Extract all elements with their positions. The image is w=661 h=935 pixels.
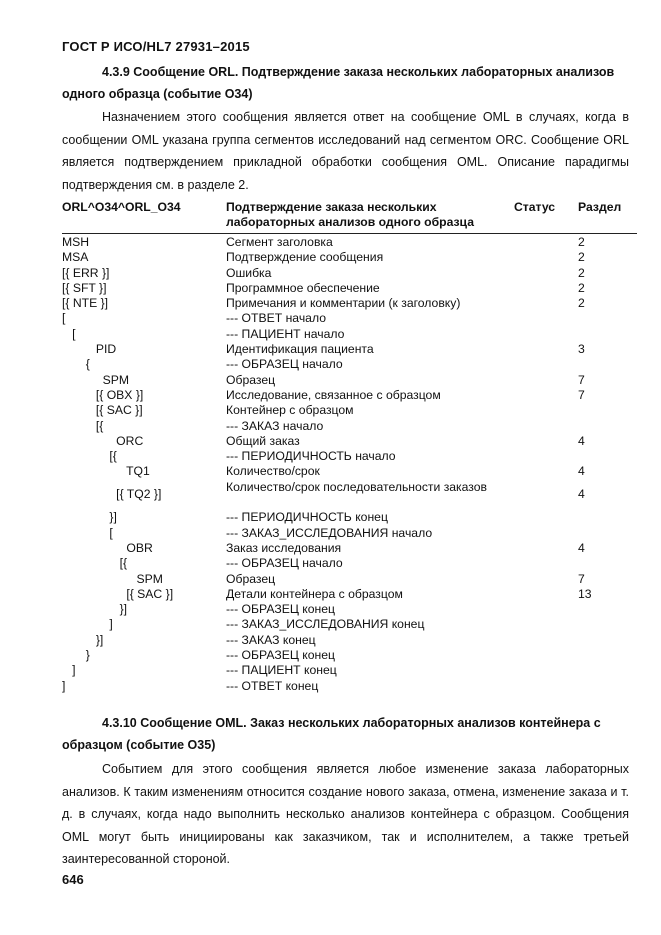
table-row: [62, 403, 637, 418]
table-row: [62, 342, 637, 357]
segment-cell: }]: [62, 602, 128, 617]
table-row: [62, 266, 637, 281]
table-body: [62, 234, 637, 694]
table-row: [62, 434, 637, 449]
table-row: [62, 449, 637, 464]
table-row: [62, 296, 637, 311]
table-row: [62, 587, 637, 602]
segment-cell: SPM: [62, 571, 163, 586]
description-cell: --- ЗАКАЗ начало: [226, 418, 324, 433]
table-row: [62, 572, 637, 587]
description-cell: --- ОБРАЗЕЦ конец: [226, 648, 335, 663]
table-row: [62, 311, 637, 326]
description-cell: Сегмент заголовка: [226, 235, 333, 249]
description-cell: --- ОТВЕТ начало: [226, 311, 326, 326]
section-cell: 13: [578, 586, 592, 601]
description-cell: Количество/срок последовательности заказов: [226, 479, 488, 494]
description-cell: --- ОТВЕТ конец: [226, 678, 319, 693]
description-cell: Подтверждение сообщения: [226, 250, 384, 265]
description-cell: Ошибка: [226, 265, 272, 280]
segment-cell: }]: [62, 510, 117, 525]
description-cell: --- ЗАКАЗ конец: [226, 632, 316, 647]
segment-table: [62, 200, 637, 694]
page-number: 646: [62, 872, 84, 887]
table-row: [62, 357, 637, 372]
header-message-structure: ORL^O34^ORL_O34: [62, 200, 181, 214]
description-cell: --- ПЕРИОДИЧНОСТЬ начало: [226, 449, 396, 464]
section-cell: 3: [578, 342, 585, 357]
section-cell: 2: [578, 250, 585, 265]
section-paragraph-4-3-9: Назначением этого сообщения является ответ на сообщение OML в случаях, когда в сообщении OML указана группа сегментов исследований над сегментом ORC. Сообщение ORL является подтверждением прикладной обработки сообщения OML. Описание парадигмы подтверждения см. в разделе 2.: [62, 110, 629, 192]
description-cell: --- ПЕРИОДИЧНОСТЬ конец: [226, 510, 388, 525]
section-title-4-3-9: 4.3.9 Сообщение ORL. Подтверждение заказа нескольких лабораторных анализов одного образца (событие O34): [62, 65, 615, 101]
segment-cell: [{ NTE }]: [62, 296, 109, 311]
description-cell: --- ОБРАЗЕЦ начало: [226, 556, 343, 571]
table-row: [62, 541, 637, 556]
description-cell: Общий заказ: [226, 433, 300, 448]
description-cell: Образец: [226, 571, 276, 586]
description-cell: Детали контейнера с образцом: [226, 586, 403, 601]
segment-cell: TQ1: [62, 464, 150, 479]
table-row: [62, 633, 637, 648]
description-cell: --- ОБРАЗЕЦ конец: [226, 602, 335, 617]
table-row: [62, 281, 637, 296]
table-row: [62, 235, 637, 250]
description-cell: Программное обеспечение: [226, 280, 380, 295]
segment-cell: [: [62, 311, 66, 326]
segment-cell: [{: [62, 418, 104, 433]
segment-cell: MSA: [62, 250, 89, 265]
section-cell: 2: [578, 296, 585, 311]
description-cell: Заказ исследования: [226, 540, 342, 555]
segment-cell: [{: [62, 449, 117, 464]
section-cell: 2: [578, 280, 585, 295]
table-row: [62, 617, 637, 632]
segment-cell: }: [62, 648, 90, 663]
table-row: [62, 250, 637, 265]
segment-cell: ]: [62, 617, 113, 632]
description-cell: Контейнер с образцом: [226, 403, 354, 418]
segment-cell: [{ SAC }]: [62, 403, 143, 418]
section-cell: 7: [578, 571, 585, 586]
section-cell: 4: [578, 486, 585, 501]
section-cell: 2: [578, 265, 585, 280]
section-cell: 7: [578, 387, 585, 402]
document-header: ГОСТ Р ИСО/HL7 27931–2015: [62, 39, 250, 54]
description-cell: Идентификация пациента: [226, 342, 374, 357]
segment-cell: }]: [62, 632, 104, 647]
table-row: [62, 679, 637, 694]
segment-cell: MSH: [62, 235, 90, 249]
segment-cell: [{ TQ2 }]: [62, 486, 162, 501]
segment-cell: ]: [62, 663, 76, 678]
table-row: [62, 663, 637, 678]
table-row: [62, 464, 637, 479]
section-cell: 7: [578, 372, 585, 387]
table-row: [62, 556, 637, 571]
description-cell: --- ЗАКАЗ_ИССЛЕДОВАНИЯ начало: [226, 525, 433, 540]
section-cell: 4: [578, 464, 585, 479]
segment-cell: SPM: [62, 372, 130, 387]
description-cell: --- ПАЦИЕНТ конец: [226, 663, 337, 678]
table-header: [62, 200, 637, 234]
table-row: [62, 526, 637, 541]
segment-cell: {: [62, 357, 90, 372]
segment-cell: ]: [62, 678, 66, 693]
description-cell: Образец: [226, 372, 276, 387]
description-cell: Количество/срок: [226, 464, 320, 479]
table-row: [62, 480, 637, 511]
section-cell: 4: [578, 540, 585, 555]
segment-cell: [{: [62, 556, 128, 571]
section-cell: 2: [578, 235, 585, 249]
description-cell: --- ПАЦИЕНТ начало: [226, 326, 345, 341]
segment-cell: PID: [62, 342, 117, 357]
description-cell: Исследование, связанное с образцом: [226, 387, 441, 402]
table-row: [62, 419, 637, 434]
segment-cell: [: [62, 525, 113, 540]
table-row: [62, 373, 637, 388]
segment-cell: ORC: [62, 433, 144, 448]
segment-cell: [{ ERR }]: [62, 265, 110, 280]
table-row: [62, 327, 637, 342]
table-row: [62, 510, 637, 525]
table-row: [62, 602, 637, 617]
section-cell: 4: [578, 433, 585, 448]
description-cell: Примечания и комментарии (к заголовку): [226, 296, 461, 311]
header-description: Подтверждение заказа нескольких лабораторных анализов одного образца: [226, 200, 474, 229]
table-row: [62, 648, 637, 663]
segment-cell: OBR: [62, 540, 153, 555]
segment-cell: [{ SFT }]: [62, 280, 107, 295]
description-cell: --- ЗАКАЗ_ИССЛЕДОВАНИЯ конец: [226, 617, 425, 632]
description-cell: --- ОБРАЗЕЦ начало: [226, 357, 343, 372]
segment-cell: [{ SAC }]: [62, 586, 174, 601]
section-paragraph-4-3-10: Событием для этого сообщения является любое изменение заказа лабораторных анализов. К таким изменениям относится создание нового заказа, отмена, изменение заказа и т. д. в случаях, когда надо выполнить несколько анализов контейнера с образцом. Сообщения OML могут быть инициированы как заказчиком, так и исполнителем, а также третьей заинтересованной стороной.: [62, 762, 629, 866]
table-row: [62, 388, 637, 403]
segment-cell: [{ OBX }]: [62, 387, 144, 402]
segment-cell: [: [62, 326, 76, 341]
header-status: Статус: [514, 200, 556, 214]
section-title-4-3-10: 4.3.10 Сообщение OML. Заказ нескольких лабораторных анализов контейнера с образцом (событие O35): [62, 716, 601, 752]
header-section: Раздел: [578, 200, 622, 214]
